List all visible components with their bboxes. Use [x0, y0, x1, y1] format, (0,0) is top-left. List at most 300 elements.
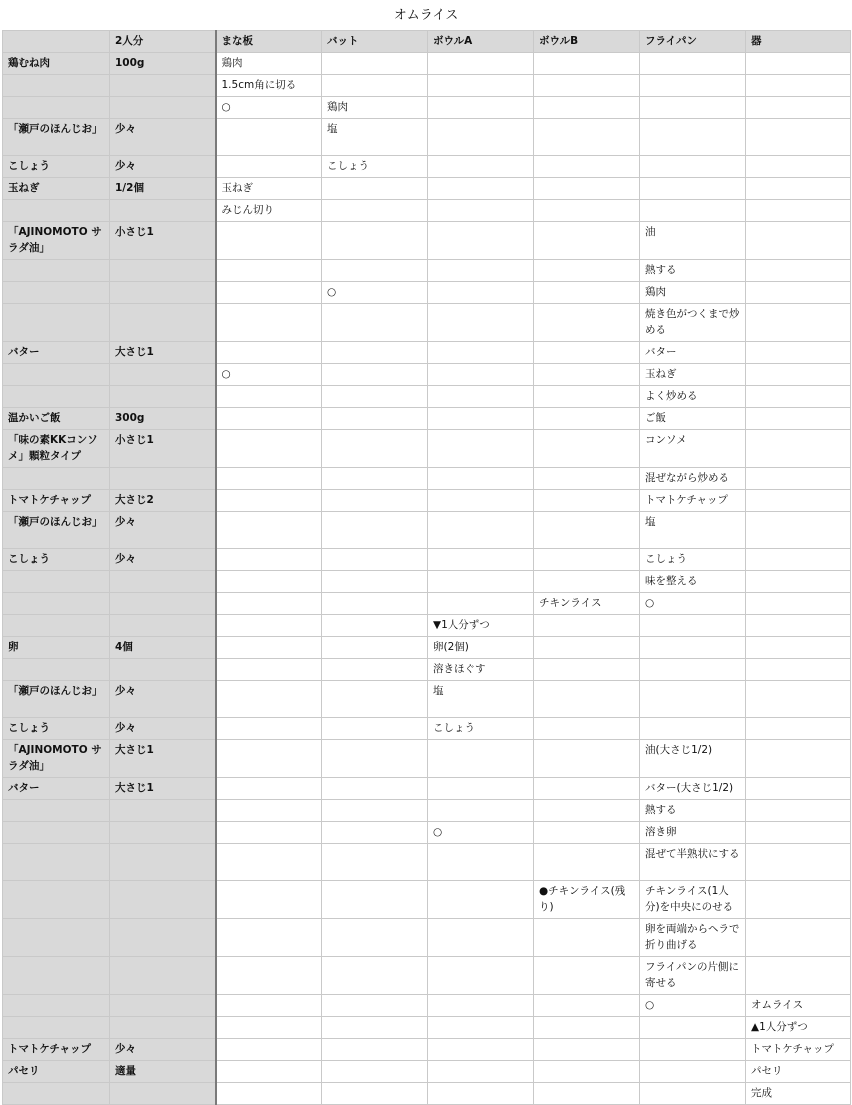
cell-ingredient — [3, 468, 110, 490]
cell-bowl-a — [428, 512, 534, 549]
cell-frying-pan: 油 — [640, 222, 746, 260]
table-row — [3, 222, 851, 260]
cell-plate — [746, 844, 851, 881]
column-header-quantity: 2人分 — [110, 31, 216, 53]
cell-ingredient — [3, 97, 110, 119]
table-row — [3, 178, 851, 200]
cell-frying-pan: 油(大さじ1/2) — [640, 740, 746, 778]
cell-frying-pan — [640, 97, 746, 119]
table-row — [3, 1061, 851, 1083]
cell-bowl-b — [534, 1083, 640, 1105]
cell-tray — [322, 778, 428, 800]
table-row — [3, 919, 851, 957]
cell-plate: ▲1人分ずつ — [746, 1017, 851, 1039]
cell-tray — [322, 200, 428, 222]
cell-quantity: 大さじ1 — [110, 342, 216, 364]
cell-frying-pan: 味を整える — [640, 571, 746, 593]
cell-quantity — [110, 593, 216, 615]
cell-plate — [746, 53, 851, 75]
page-title: オムライス — [393, 8, 459, 23]
cell-tray — [322, 957, 428, 995]
cell-bowl-b — [534, 282, 640, 304]
cell-quantity: 少々 — [110, 718, 216, 740]
column-header-bowl-a: ボウルA — [428, 31, 534, 53]
cell-bowl-a — [428, 468, 534, 490]
cell-frying-pan: 熱する — [640, 800, 746, 822]
cell-cutting-board — [216, 549, 322, 571]
cell-bowl-b — [534, 571, 640, 593]
cell-plate — [746, 222, 851, 260]
cell-bowl-a — [428, 844, 534, 881]
cell-ingredient — [3, 822, 110, 844]
cell-cutting-board — [216, 468, 322, 490]
cell-frying-pan — [640, 718, 746, 740]
cell-cutting-board — [216, 778, 322, 800]
table-row — [3, 881, 851, 919]
cell-ingredient — [3, 386, 110, 408]
cell-cutting-board — [216, 593, 322, 615]
cell-cutting-board: 玉ねぎ — [216, 178, 322, 200]
cell-plate — [746, 919, 851, 957]
cell-bowl-a — [428, 119, 534, 156]
cell-bowl-a — [428, 178, 534, 200]
cell-ingredient — [3, 615, 110, 637]
cell-cutting-board — [216, 844, 322, 881]
table-row — [3, 364, 851, 386]
cell-bowl-a — [428, 549, 534, 571]
table-row — [3, 740, 851, 778]
cell-plate — [746, 342, 851, 364]
cell-ingredient — [3, 75, 110, 97]
cell-plate — [746, 304, 851, 342]
cell-bowl-a — [428, 386, 534, 408]
cell-quantity: 小さじ1 — [110, 222, 216, 260]
cell-bowl-a — [428, 995, 534, 1017]
table-row — [3, 995, 851, 1017]
cell-bowl-b: チキンライス — [534, 593, 640, 615]
cell-tray — [322, 659, 428, 681]
cell-cutting-board — [216, 304, 322, 342]
cell-tray — [322, 593, 428, 615]
cell-plate — [746, 800, 851, 822]
cell-tray — [322, 1083, 428, 1105]
table-row — [3, 1039, 851, 1061]
cell-bowl-a — [428, 1017, 534, 1039]
cell-cutting-board — [216, 637, 322, 659]
cell-plate: トマトケチャップ — [746, 1039, 851, 1061]
table-row — [3, 304, 851, 342]
cell-bowl-b: ●チキンライス(残り) — [534, 881, 640, 919]
cell-bowl-a — [428, 282, 534, 304]
cell-tray: ○ — [322, 282, 428, 304]
cell-frying-pan: 熱する — [640, 260, 746, 282]
cell-frying-pan: バター — [640, 342, 746, 364]
cell-quantity — [110, 468, 216, 490]
cell-bowl-a — [428, 222, 534, 260]
table-row — [3, 718, 851, 740]
cell-bowl-b — [534, 995, 640, 1017]
cell-quantity: 4個 — [110, 637, 216, 659]
cell-cutting-board: みじん切り — [216, 200, 322, 222]
cell-frying-pan: コンソメ — [640, 430, 746, 468]
table-row — [3, 97, 851, 119]
cell-frying-pan — [640, 1083, 746, 1105]
cell-quantity — [110, 260, 216, 282]
cell-ingredient: 「AJINOMOTO サラダ油」 — [3, 222, 110, 260]
cell-plate — [746, 637, 851, 659]
cell-plate — [746, 681, 851, 718]
cell-cutting-board — [216, 282, 322, 304]
cell-quantity: 大さじ1 — [110, 740, 216, 778]
cell-cutting-board — [216, 408, 322, 430]
cell-ingredient — [3, 282, 110, 304]
cell-ingredient: 「AJINOMOTO サラダ油」 — [3, 740, 110, 778]
cell-quantity: 大さじ2 — [110, 490, 216, 512]
cell-plate — [746, 408, 851, 430]
cell-frying-pan: よく炒める — [640, 386, 746, 408]
cell-plate — [746, 718, 851, 740]
cell-quantity — [110, 615, 216, 637]
cell-ingredient: こしょう — [3, 718, 110, 740]
cell-bowl-a: こしょう — [428, 718, 534, 740]
cell-bowl-a — [428, 342, 534, 364]
cell-tray — [322, 490, 428, 512]
cell-bowl-a — [428, 881, 534, 919]
cell-bowl-b — [534, 260, 640, 282]
column-header-tray: バット — [322, 31, 428, 53]
cell-tray — [322, 408, 428, 430]
cell-cutting-board: 1.5cm角に切る — [216, 75, 322, 97]
table-row — [3, 681, 851, 718]
cell-frying-pan — [640, 1017, 746, 1039]
table-row — [3, 1017, 851, 1039]
cell-bowl-b — [534, 386, 640, 408]
cell-quantity: 少々 — [110, 1039, 216, 1061]
cell-cutting-board: ○ — [216, 97, 322, 119]
cell-frying-pan: トマトケチャップ — [640, 490, 746, 512]
cell-quantity — [110, 659, 216, 681]
table-row — [3, 430, 851, 468]
cell-plate — [746, 119, 851, 156]
cell-bowl-a — [428, 1061, 534, 1083]
cell-cutting-board — [216, 800, 322, 822]
cell-bowl-b — [534, 364, 640, 386]
table-row — [3, 800, 851, 822]
table-row — [3, 637, 851, 659]
cell-plate — [746, 512, 851, 549]
cell-tray — [322, 681, 428, 718]
header-row — [3, 31, 851, 53]
cell-tray — [322, 919, 428, 957]
cell-bowl-b — [534, 844, 640, 881]
cell-cutting-board: 鶏肉 — [216, 53, 322, 75]
cell-plate — [746, 740, 851, 778]
cell-bowl-a — [428, 430, 534, 468]
cell-tray — [322, 364, 428, 386]
cell-ingredient: 「瀬戸のほんじお」 — [3, 681, 110, 718]
cell-ingredient: トマトケチャップ — [3, 1039, 110, 1061]
table-row — [3, 512, 851, 549]
cell-bowl-a — [428, 364, 534, 386]
cell-tray: 塩 — [322, 119, 428, 156]
cell-plate — [746, 881, 851, 919]
cell-quantity: 少々 — [110, 681, 216, 718]
cell-bowl-b — [534, 1017, 640, 1039]
cell-quantity: 100g — [110, 53, 216, 75]
cell-bowl-a — [428, 200, 534, 222]
column-header-frying-pan: フライパン — [640, 31, 746, 53]
cell-tray — [322, 800, 428, 822]
cell-cutting-board — [216, 740, 322, 778]
cell-plate — [746, 75, 851, 97]
cell-frying-pan: 焼き色がつくまで炒める — [640, 304, 746, 342]
cell-bowl-a: ▼1人分ずつ — [428, 615, 534, 637]
table-row — [3, 549, 851, 571]
cell-bowl-b — [534, 957, 640, 995]
cell-bowl-b — [534, 637, 640, 659]
cell-quantity: 少々 — [110, 156, 216, 178]
cell-frying-pan: フライパンの片側に寄せる — [640, 957, 746, 995]
cell-plate — [746, 178, 851, 200]
cell-tray — [322, 468, 428, 490]
cell-cutting-board — [216, 718, 322, 740]
cell-ingredient — [3, 995, 110, 1017]
cell-quantity: 少々 — [110, 512, 216, 549]
cell-ingredient: バター — [3, 778, 110, 800]
cell-cutting-board — [216, 881, 322, 919]
cell-tray — [322, 53, 428, 75]
cell-plate — [746, 490, 851, 512]
table-row — [3, 490, 851, 512]
cell-bowl-b — [534, 659, 640, 681]
cell-plate: オムライス — [746, 995, 851, 1017]
cell-frying-pan — [640, 119, 746, 156]
cell-bowl-a — [428, 800, 534, 822]
cell-bowl-b — [534, 1039, 640, 1061]
table-row — [3, 844, 851, 881]
cell-tray — [322, 1017, 428, 1039]
cell-frying-pan — [640, 1039, 746, 1061]
cell-cutting-board: ○ — [216, 364, 322, 386]
cell-ingredient: 鶏むね肉 — [3, 53, 110, 75]
cell-cutting-board — [216, 995, 322, 1017]
cell-plate — [746, 571, 851, 593]
cell-cutting-board — [216, 342, 322, 364]
cell-quantity — [110, 919, 216, 957]
cell-tray — [322, 342, 428, 364]
cell-cutting-board — [216, 1017, 322, 1039]
cell-cutting-board — [216, 490, 322, 512]
cell-bowl-a — [428, 740, 534, 778]
cell-bowl-b — [534, 342, 640, 364]
cell-plate — [746, 386, 851, 408]
cell-frying-pan — [640, 156, 746, 178]
cell-cutting-board — [216, 119, 322, 156]
cell-quantity — [110, 881, 216, 919]
cell-quantity: 適量 — [110, 1061, 216, 1083]
cell-tray — [322, 718, 428, 740]
cell-ingredient: 「味の素KKコンソメ」顆粒タイプ — [3, 430, 110, 468]
cell-bowl-a — [428, 156, 534, 178]
cell-ingredient — [3, 364, 110, 386]
cell-bowl-b — [534, 740, 640, 778]
cell-tray: 鶏肉 — [322, 97, 428, 119]
cell-cutting-board — [216, 919, 322, 957]
table-row — [3, 778, 851, 800]
cell-cutting-board — [216, 1061, 322, 1083]
cell-frying-pan: チキンライス(1人分)を中央にのせる — [640, 881, 746, 919]
cell-bowl-b — [534, 222, 640, 260]
cell-bowl-b — [534, 200, 640, 222]
cell-plate — [746, 260, 851, 282]
cell-ingredient — [3, 1017, 110, 1039]
cell-bowl-b — [534, 919, 640, 957]
cell-plate — [746, 468, 851, 490]
cell-bowl-b — [534, 778, 640, 800]
cell-quantity — [110, 995, 216, 1017]
cell-frying-pan: 卵を両端からヘラで折り曲げる — [640, 919, 746, 957]
cell-quantity — [110, 800, 216, 822]
cell-quantity — [110, 364, 216, 386]
cell-ingredient — [3, 304, 110, 342]
cell-plate — [746, 430, 851, 468]
table-row — [3, 822, 851, 844]
cell-bowl-b — [534, 615, 640, 637]
cell-tray — [322, 222, 428, 260]
cell-ingredient — [3, 593, 110, 615]
cell-bowl-a — [428, 304, 534, 342]
cell-ingredient — [3, 659, 110, 681]
cell-bowl-b — [534, 97, 640, 119]
cell-bowl-b — [534, 822, 640, 844]
cell-ingredient — [3, 200, 110, 222]
table-row — [3, 408, 851, 430]
cell-quantity — [110, 844, 216, 881]
cell-frying-pan: ○ — [640, 593, 746, 615]
cell-quantity: 大さじ1 — [110, 778, 216, 800]
table-row — [3, 156, 851, 178]
cell-bowl-b — [534, 718, 640, 740]
cell-bowl-a: 塩 — [428, 681, 534, 718]
cell-frying-pan — [640, 659, 746, 681]
cell-cutting-board — [216, 957, 322, 995]
cell-bowl-a — [428, 778, 534, 800]
cell-ingredient: 「瀬戸のほんじお」 — [3, 512, 110, 549]
cell-bowl-b — [534, 408, 640, 430]
cell-bowl-a — [428, 571, 534, 593]
cell-tray — [322, 386, 428, 408]
table-row — [3, 957, 851, 995]
cell-ingredient — [3, 919, 110, 957]
cell-cutting-board — [216, 659, 322, 681]
cell-quantity — [110, 822, 216, 844]
cell-ingredient — [3, 957, 110, 995]
cell-cutting-board — [216, 571, 322, 593]
cell-bowl-a — [428, 1083, 534, 1105]
cell-cutting-board — [216, 1083, 322, 1105]
cell-tray — [322, 260, 428, 282]
cell-tray — [322, 995, 428, 1017]
cell-bowl-a — [428, 408, 534, 430]
cell-frying-pan: こしょう — [640, 549, 746, 571]
cell-cutting-board — [216, 222, 322, 260]
table-row — [3, 593, 851, 615]
cell-plate — [746, 549, 851, 571]
cell-bowl-a — [428, 593, 534, 615]
cell-cutting-board — [216, 156, 322, 178]
cell-ingredient — [3, 1083, 110, 1105]
cell-bowl-b — [534, 1061, 640, 1083]
cell-cutting-board — [216, 1039, 322, 1061]
table-row — [3, 200, 851, 222]
cell-tray — [322, 881, 428, 919]
cell-bowl-b — [534, 800, 640, 822]
recipe-table — [2, 30, 851, 1105]
cell-plate — [746, 659, 851, 681]
cell-plate — [746, 364, 851, 386]
cell-bowl-a — [428, 957, 534, 995]
cell-frying-pan — [640, 681, 746, 718]
column-header-plate: 器 — [746, 31, 851, 53]
cell-quantity: 小さじ1 — [110, 430, 216, 468]
cell-tray — [322, 615, 428, 637]
cell-ingredient — [3, 881, 110, 919]
table-row — [3, 386, 851, 408]
table-row — [3, 119, 851, 156]
cell-bowl-b — [534, 549, 640, 571]
table-row — [3, 1083, 851, 1105]
cell-quantity — [110, 97, 216, 119]
cell-tray: こしょう — [322, 156, 428, 178]
table-row — [3, 260, 851, 282]
cell-plate — [746, 593, 851, 615]
cell-frying-pan: 混ぜて半熟状にする — [640, 844, 746, 881]
cell-ingredient: 玉ねぎ — [3, 178, 110, 200]
cell-quantity — [110, 304, 216, 342]
cell-quantity — [110, 571, 216, 593]
cell-plate — [746, 200, 851, 222]
cell-bowl-b — [534, 156, 640, 178]
cell-bowl-a: 溶きほぐす — [428, 659, 534, 681]
cell-frying-pan — [640, 178, 746, 200]
cell-cutting-board — [216, 615, 322, 637]
cell-tray — [322, 430, 428, 468]
cell-bowl-b — [534, 490, 640, 512]
cell-frying-pan — [640, 53, 746, 75]
cell-cutting-board — [216, 681, 322, 718]
table-row — [3, 615, 851, 637]
cell-frying-pan — [640, 1061, 746, 1083]
cell-frying-pan: 混ぜながら炒める — [640, 468, 746, 490]
cell-frying-pan — [640, 637, 746, 659]
table-row — [3, 342, 851, 364]
cell-quantity — [110, 1017, 216, 1039]
column-header-bowl-b: ボウルB — [534, 31, 640, 53]
cell-bowl-a: 卵(2個) — [428, 637, 534, 659]
cell-tray — [322, 1039, 428, 1061]
cell-bowl-a — [428, 260, 534, 282]
cell-frying-pan: バター(大さじ1/2) — [640, 778, 746, 800]
cell-ingredient: 卵 — [3, 637, 110, 659]
cell-bowl-b — [534, 178, 640, 200]
cell-frying-pan: 玉ねぎ — [640, 364, 746, 386]
table-row — [3, 468, 851, 490]
cell-frying-pan: 塩 — [640, 512, 746, 549]
cell-ingredient — [3, 260, 110, 282]
cell-quantity: 少々 — [110, 549, 216, 571]
cell-tray — [322, 75, 428, 97]
cell-bowl-b — [534, 681, 640, 718]
